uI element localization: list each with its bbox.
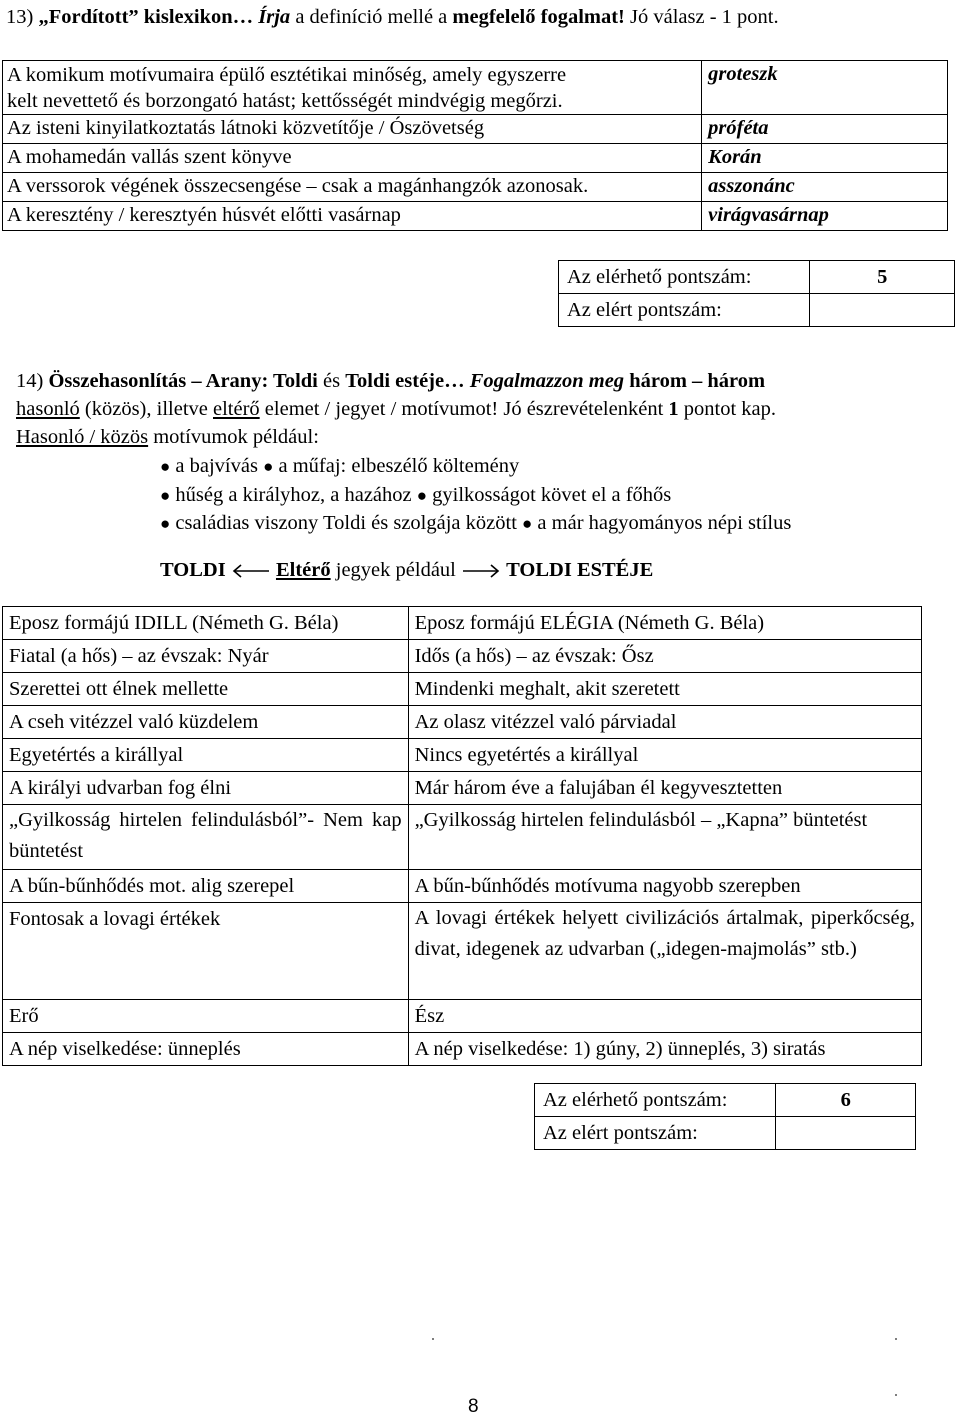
toldi-esteje-cell: Az olasz vitézzel való párviadal: [408, 706, 921, 739]
similarity-bullet-row: ● hűség a királyhoz, a hazához ● gyilkosságot követ el a főhős: [160, 484, 672, 506]
toldi-esteje-cell: Idős (a hős) – az évszak: Ősz: [408, 640, 921, 673]
bullet-icon: ●: [160, 486, 171, 505]
q13-instruction-bold: megfelelő fogalmat!: [452, 6, 625, 28]
toldi-esteje-cell: „Gyilkosság hirtelen felindulásból – „Kapna” büntetést: [408, 805, 921, 870]
q13-scoring-note: Jó válasz - 1 pont.: [630, 6, 779, 28]
glossary-definition: A mohamedán vallás szent könyve: [3, 144, 702, 173]
max-score-value: 5: [810, 261, 955, 294]
comparison-row: [3, 903, 922, 1000]
achieved-score-label: Az elért pontszám:: [559, 294, 810, 327]
max-score-label: Az elérhető pontszám:: [559, 261, 810, 294]
toldi-cell: Szerettei ott élnek mellette: [3, 673, 409, 706]
similarity-bullet-row: ● családias viszony Toldi és szolgája között ● a már hagyományos népi stílus: [160, 512, 792, 534]
toldi-esteje-cell: A bűn-bűnhődés motívuma nagyobb szerepben: [408, 870, 921, 903]
q13-instruction-verb: Írja: [258, 6, 291, 28]
glossary-definition: A verssorok végének összecsengése – csak a magánhangzók azonosak.: [3, 173, 702, 202]
similarity-bullet-row: ● a bajvívás ● a műfaj: elbeszélő költemény: [160, 455, 520, 477]
q13-title: „Fordított” kislexikon…: [38, 6, 254, 28]
achieved-score-field[interactable]: [776, 1117, 916, 1150]
q13-number: 13): [6, 6, 34, 28]
toldi-label: TOLDI: [160, 559, 226, 581]
differences-heading: TOLDI Eltérő jegyek például TOLDI ESTÉJE: [160, 559, 654, 581]
comparison-row: [3, 805, 922, 870]
q14-instruction-verb: Fogalmazzon meg: [469, 370, 625, 392]
bullet-icon: ●: [522, 514, 533, 533]
toldi-cell: A cseh vitézzel való küzdelem: [3, 706, 409, 739]
comparison-table: [2, 606, 922, 1066]
similarities-heading: Hasonló / közös motívumok például:: [16, 426, 319, 448]
q13-score-box: [558, 260, 955, 327]
comparison-row: [3, 1000, 922, 1033]
toldi-esteje-cell: Ész: [408, 1000, 921, 1033]
glossary-definition: A keresztény / keresztyén húsvét előtti vasárnap: [3, 202, 702, 231]
comparison-row: [3, 870, 922, 903]
comparison-row: [3, 1033, 922, 1066]
toldi-cell: „Gyilkosság hirtelen felindulásból”- Nem kap büntetést: [3, 805, 409, 870]
comparison-row: [3, 640, 922, 673]
glossary-row: [3, 61, 948, 115]
bullet-icon: ●: [416, 486, 428, 505]
q14-instruction: hasonló (közös), illetve eltérő elemet / jegyet / motívumot! Jó észrevételenként 1 pontot kap.: [16, 398, 777, 420]
left-arrow-icon: [231, 564, 271, 578]
glossary-row: [3, 202, 948, 231]
achieved-score-label: Az elért pontszám:: [535, 1117, 776, 1150]
q14-heading: 14) Összehasonlítás – Arany: Toldi és Toldi estéje… Fogalmazzon meg három – három: [16, 370, 766, 392]
toldi-esteje-cell: Nincs egyetértés a királlyal: [408, 739, 921, 772]
glossary-row: [3, 173, 948, 202]
achieved-score-field[interactable]: [810, 294, 955, 327]
q14-title-2: Toldi estéje…: [345, 370, 465, 392]
toldi-cell: Erő: [3, 1000, 409, 1033]
toldi-cell: A királyi udvarban fog élni: [3, 772, 409, 805]
decorative-dot: [895, 1338, 897, 1340]
glossary-answer: Korán: [702, 144, 948, 173]
toldi-cell: Fiatal (a hős) – az évszak: Nyár: [3, 640, 409, 673]
toldi-cell: Eposz formájú IDILL (Németh G. Béla): [3, 607, 409, 640]
toldi-esteje-cell: Eposz formájú ELÉGIA (Németh G. Béla): [408, 607, 921, 640]
glossary-row: [3, 115, 948, 144]
bullet-icon: ●: [160, 457, 171, 476]
comparison-row: [3, 706, 922, 739]
max-score-label: Az elérhető pontszám:: [535, 1084, 776, 1117]
bullet-icon: ●: [160, 514, 171, 533]
decorative-dot: [895, 1394, 897, 1396]
q14-title: Összehasonlítás – Arany: Toldi: [48, 370, 318, 392]
q13-heading: [6, 6, 779, 29]
glossary-answer: asszonánc: [702, 173, 948, 202]
glossary-answer: próféta: [702, 115, 948, 144]
bullet-icon: ●: [263, 457, 274, 476]
comparison-row: [3, 739, 922, 772]
toldi-esteje-cell: A nép viselkedése: 1) gúny, 2) ünneplés, 3) siratás: [408, 1033, 921, 1066]
q13-instruction: a definíció mellé a: [295, 6, 448, 28]
comparison-row: [3, 673, 922, 706]
decorative-dot: [432, 1338, 434, 1340]
comparison-row: [3, 607, 922, 640]
comparison-row: [3, 772, 922, 805]
glossary-answer: virágvasárnap: [702, 202, 948, 231]
q14-score-box: [534, 1083, 916, 1150]
glossary-row: [3, 144, 948, 173]
toldi-esteje-cell: A lovagi értékek helyett civilizációs ártalmak, piperkőcség, divat, idegenek az udvarban („idegen-majmolás” stb.): [408, 903, 921, 1000]
max-score-value: 6: [776, 1084, 916, 1117]
toldi-esteje-cell: Mindenki meghalt, akit szeretett: [408, 673, 921, 706]
toldi-cell: Fontosak a lovagi értékek: [3, 903, 409, 1000]
toldi-cell: Egyetértés a királlyal: [3, 739, 409, 772]
glossary-definition: Az isteni kinyilatkoztatás látnoki közvetítője / Ószövetség: [3, 115, 702, 144]
page-number: 8: [468, 1396, 479, 1417]
glossary-answer: groteszk: [702, 61, 948, 115]
toldi-cell: A bűn-bűnhődés mot. alig szerepel: [3, 870, 409, 903]
right-arrow-icon: [461, 564, 501, 578]
toldi-esteje-label: TOLDI ESTÉJE: [506, 559, 654, 581]
toldi-esteje-cell: Már három éve a falujában él kegyvesztetten: [408, 772, 921, 805]
toldi-cell: A nép viselkedése: ünneplés: [3, 1033, 409, 1066]
glossary-definition: A komikum motívumaira épülő esztétikai minőség, amely egyszerre kelt nevettető és borzongató hatást; kettősségét mindvégig megőrzi.: [3, 61, 702, 115]
q14-number: 14): [16, 370, 44, 392]
glossary-table: [2, 60, 948, 231]
